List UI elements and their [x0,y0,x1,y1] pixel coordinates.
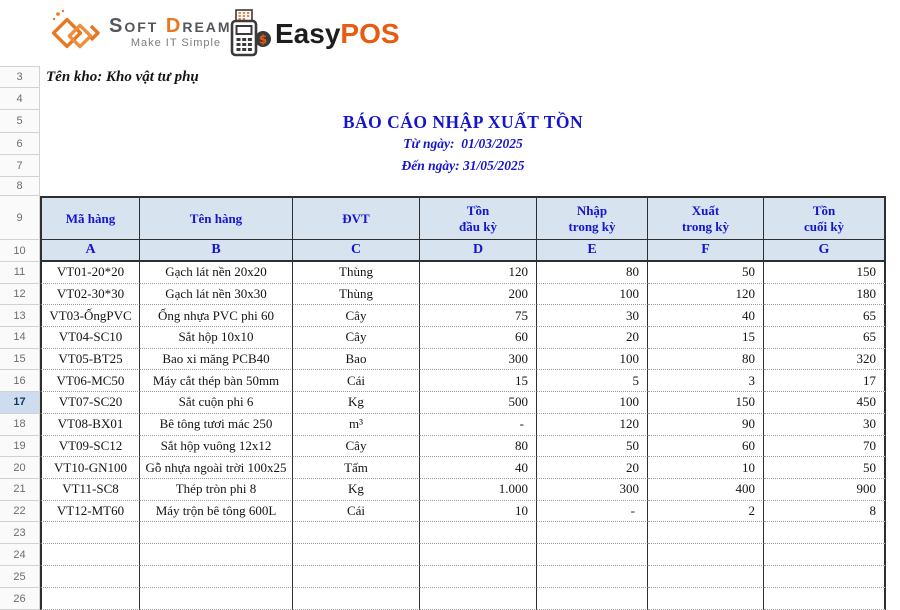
cell-E12[interactable]: 100 [537,284,648,306]
cell-D18[interactable]: - [420,414,537,436]
row-header-25[interactable]: 25 [0,566,40,588]
cell-C13[interactable]: Cây [293,305,420,327]
cell-A16[interactable]: VT06-MC50 [40,370,140,392]
sheet-row [0,349,900,371]
cell-E19[interactable]: 50 [537,436,648,458]
row-header-7[interactable]: 7 [0,155,40,177]
cell-F13[interactable]: 40 [648,305,764,327]
cell-C16[interactable]: Cái [293,370,420,392]
report-title[interactable]: BÁO CÁO NHẬP XUẤT TỒN [342,112,584,132]
cell-F19[interactable]: 60 [648,436,764,458]
row-header-17[interactable]: 17 [0,392,40,414]
cell-B17[interactable]: Sắt cuộn phi 6 [140,392,293,414]
from-date-label[interactable]: Từ ngày: 01/03/2025 [403,136,523,151]
row-header-24[interactable]: 24 [0,544,40,566]
cell-G14[interactable]: 65 [764,327,886,349]
row-header-19[interactable]: 19 [0,436,40,458]
sheet-row [0,177,900,196]
cell-E20[interactable]: 20 [537,457,648,479]
cell-A26[interactable] [40,588,140,610]
cell-F21[interactable]: 400 [648,479,764,501]
cell-A19[interactable]: VT09-SC12 [40,436,140,458]
column-letter-G[interactable]: G [764,240,886,262]
cell-A24[interactable] [40,544,140,566]
sheet-row [0,262,900,284]
sheet-row [0,501,900,523]
sheet-row [0,544,900,566]
cell-G25[interactable] [764,566,886,588]
column-letter-A[interactable]: A [40,240,140,262]
row-header-8[interactable]: 8 [0,177,40,196]
cell-B14[interactable]: Sắt hộp 10x10 [140,327,293,349]
cell-E14[interactable]: 20 [537,327,648,349]
sheet-row-content [40,177,900,196]
column-letter-C[interactable]: C [293,240,420,262]
worksheet [0,66,900,610]
cell-F23[interactable] [648,522,764,544]
column-header-C[interactable]: ĐVT [293,196,420,240]
sheet-row [0,88,900,110]
sheet-row-content [40,133,900,155]
cell-G21[interactable]: 900 [764,479,886,501]
cell-E24[interactable] [537,544,648,566]
sheet-row [0,66,900,88]
cell-G16[interactable]: 17 [764,370,886,392]
cell-E21[interactable]: 300 [537,479,648,501]
sheet-row [0,196,900,240]
row-header-22[interactable]: 22 [0,501,40,523]
cell-B16[interactable]: Máy cắt thép bàn 50mm [140,370,293,392]
column-header-B[interactable]: Tên hàng [140,196,293,240]
cell-A12[interactable]: VT02-30*30 [40,284,140,306]
soft-dreams-title-part3: ream [182,14,232,37]
cell-A14[interactable]: VT04-SC10 [40,327,140,349]
cell-B20[interactable]: Gỗ nhựa ngoài trời 100x25 [140,457,293,479]
sheet-row [0,522,900,544]
cell-D26[interactable] [420,588,537,610]
cell-D12[interactable]: 200 [420,284,537,306]
cell-E22[interactable]: - [537,501,648,523]
cell-F15[interactable]: 80 [648,349,764,371]
cell-F22[interactable]: 2 [648,501,764,523]
cell-G12[interactable]: 180 [764,284,886,306]
column-header-F[interactable]: Xuất trong kỳ [648,196,764,240]
to-date-label[interactable]: Đến ngày: 31/05/2025 [401,158,525,173]
cell-C11[interactable]: Thùng [293,262,420,284]
row-header-14[interactable]: 14 [0,327,40,349]
cell-B24[interactable] [140,544,293,566]
soft-dreams-diamonds-icon [50,7,102,57]
cell-C20[interactable]: Tấm [293,457,420,479]
row-header-16[interactable]: 16 [0,370,40,392]
sheet-row [0,240,900,262]
cell-F14[interactable]: 15 [648,327,764,349]
row-header-12[interactable]: 12 [0,284,40,306]
cell-C14[interactable]: Cây [293,327,420,349]
cell-G13[interactable]: 65 [764,305,886,327]
cell-C17[interactable]: Kg [293,392,420,414]
cell-F25[interactable] [648,566,764,588]
cell-A15[interactable]: VT05-BT25 [40,349,140,371]
column-header-A[interactable]: Mã hàng [40,196,140,240]
cell-A11[interactable]: VT01-20*20 [40,262,140,284]
easypos-logo [227,8,400,60]
sheet-row [0,370,900,392]
pos-terminal-icon [227,8,275,60]
sheet-row-content [40,66,900,88]
row-header-23[interactable]: 23 [0,522,40,544]
cell-A13[interactable]: VT03-ỐngPVC [40,305,140,327]
column-header-G[interactable]: Tồn cuối kỳ [764,196,886,240]
cell-C15[interactable]: Bao [293,349,420,371]
soft-dreams-title-part1: Soft [109,14,166,37]
cell-C26[interactable] [293,588,420,610]
cell-C23[interactable] [293,522,420,544]
cell-G24[interactable] [764,544,886,566]
cell-C19[interactable]: Cây [293,436,420,458]
column-letter-F[interactable]: F [648,240,764,262]
column-letter-D[interactable]: D [420,240,537,262]
soft-dreams-logo [50,7,243,57]
cell-B23[interactable] [140,522,293,544]
cell-B26[interactable] [140,588,293,610]
cell-C25[interactable] [293,566,420,588]
cell-G11[interactable]: 150 [764,262,886,284]
row-header-26[interactable]: 26 [0,588,40,610]
sheet-row-content [40,155,900,177]
cell-D24[interactable] [420,544,537,566]
cell-C21[interactable]: Kg [293,479,420,501]
logo-bar [0,0,900,66]
column-header-D[interactable]: Tồn đầu kỳ [420,196,537,240]
cell-G23[interactable] [764,522,886,544]
cell-B15[interactable]: Bao xi măng PCB40 [140,349,293,371]
cell-D23[interactable] [420,522,537,544]
cell-D15[interactable]: 300 [420,349,537,371]
sheet-row [0,305,900,327]
cell-E23[interactable] [537,522,648,544]
cell-B13[interactable]: Ống nhựa PVC phi 60 [140,305,293,327]
sheet-row-content [40,88,900,110]
cell-G17[interactable]: 450 [764,392,886,414]
soft-dreams-title [109,16,243,36]
cell-F12[interactable]: 120 [648,284,764,306]
cell-B22[interactable]: Máy trộn bê tông 600L [140,501,293,523]
cell-B12[interactable]: Gạch lát nền 30x30 [140,284,293,306]
cell-A17[interactable]: VT07-SC20 [40,392,140,414]
cell-G19[interactable]: 70 [764,436,886,458]
cell-D16[interactable]: 15 [420,370,537,392]
sheet-row [0,436,900,458]
sheet-row [0,588,900,610]
row-header-3[interactable]: 3 [0,66,40,88]
cell-E26[interactable] [537,588,648,610]
cell-F17[interactable]: 150 [648,392,764,414]
sheet-row-content [40,110,900,133]
column-header-E[interactable]: Nhập trong kỳ [537,196,648,240]
row-header-11[interactable]: 11 [0,262,40,284]
cell-B18[interactable]: Bê tông tươi mác 250 [140,414,293,436]
sheet-row [0,566,900,588]
cell-E25[interactable] [537,566,648,588]
row-header-9[interactable]: 9 [0,196,40,240]
cell-F16[interactable]: 3 [648,370,764,392]
cell-F20[interactable]: 10 [648,457,764,479]
cell-A23[interactable] [40,522,140,544]
cell-B25[interactable] [140,566,293,588]
cell-D25[interactable] [420,566,537,588]
row-header-21[interactable]: 21 [0,479,40,501]
soft-dreams-tagline: Make IT Simple [130,36,222,49]
cell-B19[interactable]: Sắt hộp vuông 12x12 [140,436,293,458]
sheet-row [0,457,900,479]
row-header-10[interactable]: 10 [0,240,40,262]
cell-A22[interactable]: VT12-MT60 [40,501,140,523]
cell-E18[interactable]: 120 [537,414,648,436]
cell-D22[interactable]: 10 [420,501,537,523]
cell-D14[interactable]: 60 [420,327,537,349]
cell-D20[interactable]: 40 [420,457,537,479]
row-header-18[interactable]: 18 [0,414,40,436]
sheet-row [0,479,900,501]
sheet-row [0,155,900,177]
cell-F24[interactable] [648,544,764,566]
cell-D13[interactable]: 75 [420,305,537,327]
sheet-row [0,284,900,306]
cell-F11[interactable]: 50 [648,262,764,284]
cell-C24[interactable] [293,544,420,566]
sheet-row [0,327,900,349]
cell-E17[interactable]: 100 [537,392,648,414]
cell-E11[interactable]: 80 [537,262,648,284]
easypos-pos-text: POS [340,18,400,49]
sheet-row [0,110,900,133]
cell-A25[interactable] [40,566,140,588]
cell-D21[interactable]: 1.000 [420,479,537,501]
cell-E16[interactable]: 5 [537,370,648,392]
cell-C22[interactable]: Cái [293,501,420,523]
sheet-row [0,133,900,155]
soft-dreams-wordmark [109,16,243,49]
cell-A18[interactable]: VT08-BX01 [40,414,140,436]
cell-G22[interactable]: 8 [764,501,886,523]
cell-G26[interactable] [764,588,886,610]
svg-text:$: $ [258,32,268,47]
column-letter-E[interactable]: E [537,240,648,262]
cell-D17[interactable]: 500 [420,392,537,414]
cell-C18[interactable]: m³ [293,414,420,436]
cell-C12[interactable]: Thùng [293,284,420,306]
warehouse-label[interactable]: Tên kho: Kho vật tư phụ [46,69,199,85]
cell-E13[interactable]: 30 [537,305,648,327]
cell-A21[interactable]: VT11-SC8 [40,479,140,501]
cell-F18[interactable]: 90 [648,414,764,436]
cell-F26[interactable] [648,588,764,610]
row-header-5[interactable]: 5 [0,110,40,133]
cell-G15[interactable]: 320 [764,349,886,371]
sheet-row [0,392,900,414]
cell-B11[interactable]: Gạch lát nền 20x20 [140,262,293,284]
row-header-6[interactable]: 6 [0,133,40,155]
easypos-wordmark [275,20,400,48]
cell-G18[interactable]: 30 [764,414,886,436]
row-header-4[interactable]: 4 [0,88,40,110]
sheet-row [0,414,900,436]
cell-D11[interactable]: 120 [420,262,537,284]
cell-B21[interactable]: Thép tròn phi 8 [140,479,293,501]
row-header-13[interactable]: 13 [0,305,40,327]
cell-D19[interactable]: 80 [420,436,537,458]
cell-E15[interactable]: 100 [537,349,648,371]
soft-dreams-title-part2: D [165,14,183,37]
column-letter-B[interactable]: B [140,240,293,262]
row-header-15[interactable]: 15 [0,349,40,371]
easypos-easy-text: Easy [275,18,341,49]
row-header-20[interactable]: 20 [0,457,40,479]
cell-A20[interactable]: VT10-GN100 [40,457,140,479]
cell-G20[interactable]: 50 [764,457,886,479]
